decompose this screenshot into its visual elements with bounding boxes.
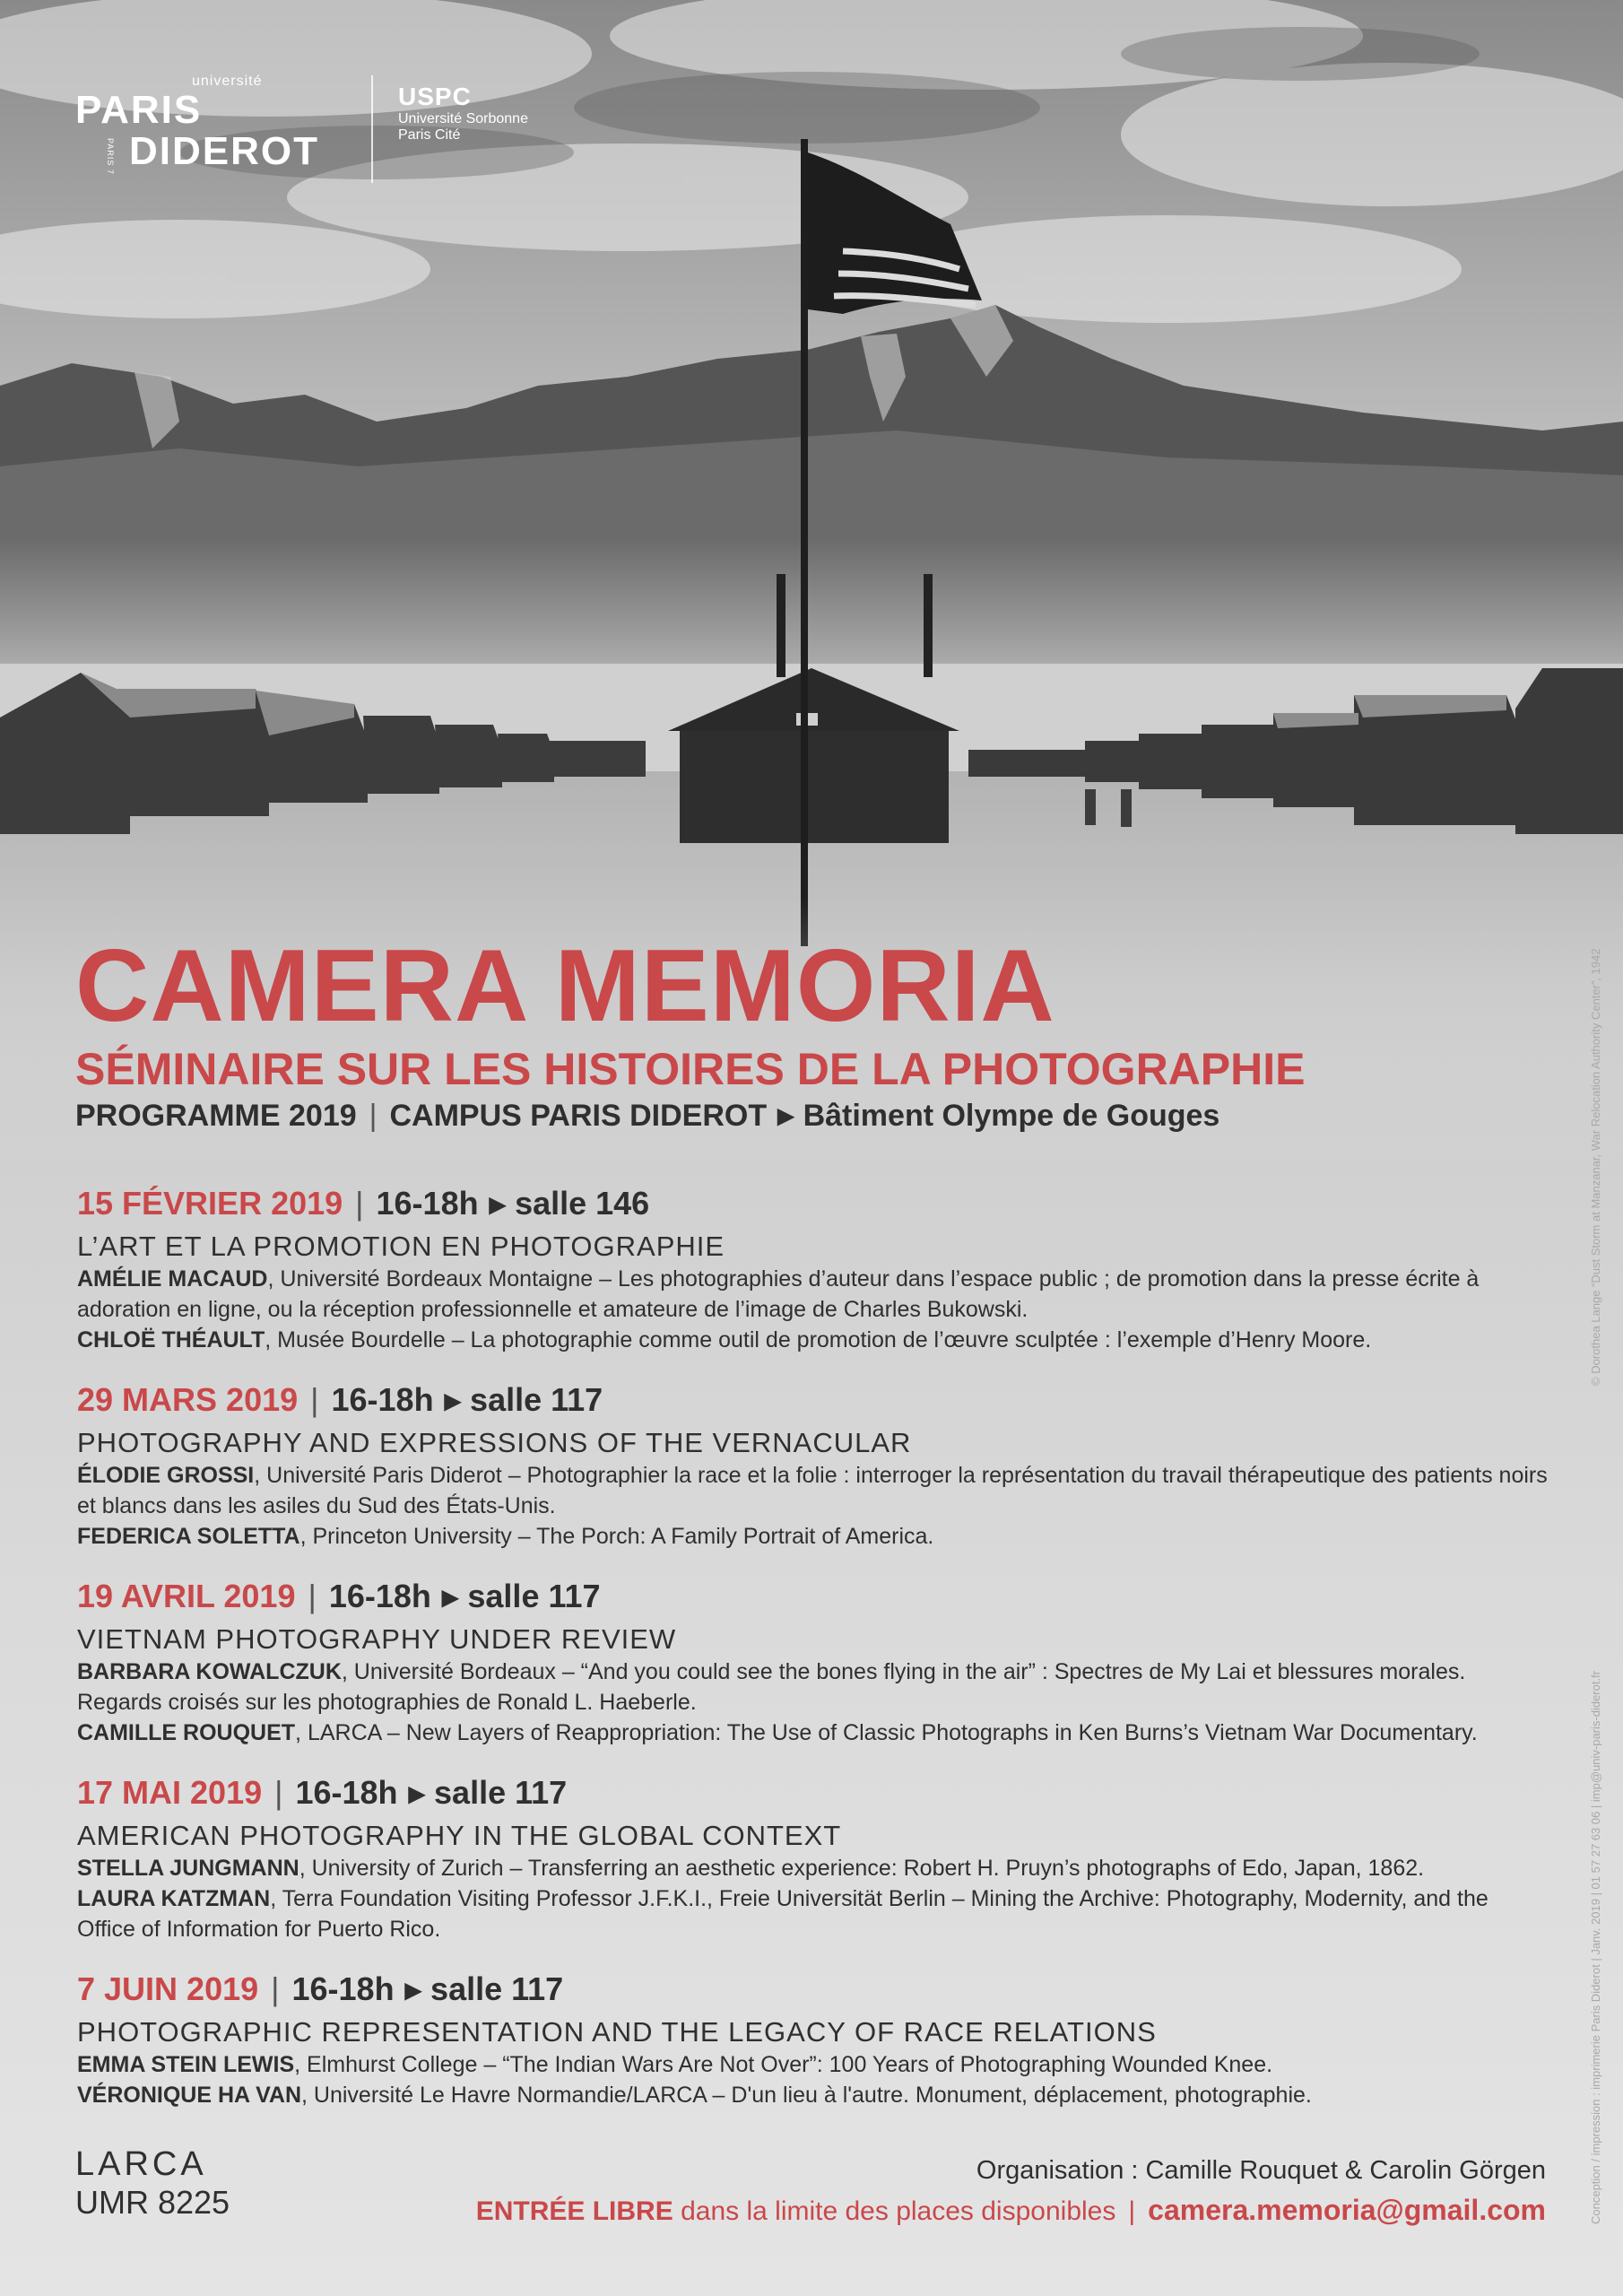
- session-header: [77, 1968, 1601, 2015]
- session: [77, 1378, 1601, 1552]
- speaker-name: FEDERICA SOLETTA: [77, 1524, 300, 1549]
- speaker-affiliation: , Université Le Havre Normandie/LARCA –: [301, 2083, 732, 2108]
- talk-title: New Layers of Reappropriation: The Use of Classic Photographs in Ken Burns’s Vietnam War Documentary.: [405, 1720, 1478, 1745]
- triangle-right-icon: ▶: [777, 1104, 794, 1128]
- session-date: 17 MAI 2019: [77, 1774, 263, 1811]
- campus: CAMPUS PARIS DIDEROT: [389, 1099, 768, 1133]
- talk: [77, 1521, 1548, 1552]
- poster-subtitle: SÉMINAIRE SUR LES HISTOIRES DE LA PHOTOGRAPHIE: [75, 1044, 1306, 1094]
- uspc-mark: USPC: [398, 83, 472, 110]
- session: [77, 1182, 1601, 1355]
- speaker-name: CHLOË THÉAULT: [77, 1327, 265, 1352]
- session-time: 16-18h: [291, 1970, 395, 2007]
- session: [77, 1968, 1601, 2110]
- speaker-affiliation: , Université Bordeaux Montaigne –: [267, 1266, 618, 1292]
- talk: [77, 1264, 1548, 1325]
- speaker-affiliation: , Terra Foundation Visiting Professor J.F.K.I., Freie Universität Berlin –: [270, 1886, 971, 1911]
- speaker-name: AMÉLIE MACAUD: [77, 1266, 268, 1292]
- uspc-line2: Paris Cité: [398, 127, 461, 143]
- talk-title: Les photographies d’auteur dans l’espace public ; de promotion dans la presse écrite à adoration en ligne, ou la réception professionnelle et amateure de l’image de Charles Bukowski.: [77, 1266, 1480, 1322]
- session-room: salle 117: [430, 1970, 564, 2007]
- session-room: salle 146: [515, 1185, 650, 1222]
- session-header: [77, 1771, 1601, 1819]
- paris-diderot-logo: [75, 74, 353, 181]
- talk-title: “And you could see the bones flying in the air” : Spectres de My Lai et blessures morales. Regards croisés sur les photographies de Ronald L. Haeberle.: [77, 1659, 1466, 1715]
- talk-title: “The Indian Wars Are Not Over”: 100 Years of Photographing Wounded Knee.: [502, 2052, 1273, 2077]
- sessions-list: [77, 1182, 1601, 2134]
- speaker-affiliation: , Musée Bourdelle –: [265, 1327, 471, 1352]
- logo-paris7: PARIS 7: [106, 138, 115, 175]
- speaker-affiliation: , University of Zurich –: [299, 1856, 528, 1881]
- speaker-name: STELLA JUNGMANN: [77, 1856, 299, 1881]
- session-date: 7 JUIN 2019: [77, 1970, 259, 2007]
- larca-logo: [75, 2145, 230, 2222]
- program-year: PROGRAMME 2019: [75, 1099, 357, 1133]
- speaker-name: EMMA STEIN LEWIS: [77, 2052, 295, 2077]
- pipe-separator: |: [369, 1099, 378, 1133]
- triangle-right-icon: ▶: [489, 1193, 507, 1217]
- session-time: 16-18h: [331, 1381, 434, 1418]
- larca-name: LARCA: [75, 2145, 207, 2183]
- speaker-name: LAURA KATZMAN: [77, 1886, 271, 1911]
- session-theme: PHOTOGRAPHIC REPRESENTATION AND THE LEGACY OF RACE RELATIONS: [77, 2016, 1157, 2048]
- session-time: 16-18h: [328, 1578, 431, 1614]
- session-theme: VIETNAM PHOTOGRAPHY UNDER REVIEW: [77, 1623, 677, 1655]
- session-room: salle 117: [467, 1578, 601, 1614]
- speaker-name: CAMILLE ROUQUET: [77, 1720, 296, 1745]
- speaker-name: BARBARA KOWALCZUK: [77, 1659, 342, 1684]
- session-theme: AMERICAN PHOTOGRAPHY IN THE GLOBAL CONTEXT: [77, 1820, 842, 1851]
- speaker-affiliation: , Université Paris Diderot –: [254, 1463, 527, 1488]
- talk: [77, 2080, 1548, 2110]
- talk-title: D'un lieu à l'autre. Monument, déplacement, photographie.: [731, 2083, 1312, 2108]
- session-date: 15 FÉVRIER 2019: [77, 1185, 343, 1222]
- logo-divider: [371, 75, 373, 183]
- talk: [77, 1883, 1548, 1944]
- entry-free: ENTRÉE LIBRE: [475, 2196, 673, 2226]
- talk: [77, 1325, 1548, 1355]
- larca-umr: UMR 8225: [75, 2184, 230, 2221]
- session: [77, 1575, 1601, 1748]
- logo-universite: université: [192, 74, 263, 89]
- speaker-affiliation: , LARCA –: [295, 1720, 406, 1745]
- logo-diderot: DIDEROT: [129, 129, 319, 173]
- speaker-name: ÉLODIE GROSSI: [77, 1463, 255, 1488]
- uspc-logo: [398, 83, 595, 144]
- session-date: 19 AVRIL 2019: [77, 1578, 296, 1614]
- pipe-separator: |: [1128, 2196, 1136, 2226]
- contact-email[interactable]: camera.memoria@gmail.com: [1148, 2194, 1546, 2226]
- building: Bâtiment Olympe de Gouges: [803, 1099, 1220, 1133]
- poster-title: CAMERA MEMORIA: [75, 929, 1055, 1043]
- session-date: 29 MARS 2019: [77, 1381, 299, 1418]
- session-header: [77, 1182, 1601, 1230]
- pipe-separator: |: [355, 1185, 364, 1222]
- session-theme: L’ART ET LA PROMOTION EN PHOTOGRAPHIE: [77, 1231, 725, 1262]
- speaker-affiliation: , Université Bordeaux –: [341, 1659, 581, 1684]
- entry-line: [476, 2194, 1546, 2227]
- speaker-affiliation: , Princeton University –: [299, 1524, 537, 1549]
- pipe-separator: |: [271, 1970, 280, 2007]
- uspc-line1: Université Sorbonne: [398, 111, 528, 126]
- session-header: [77, 1575, 1601, 1622]
- program-line: [75, 1096, 1219, 1139]
- pipe-separator: |: [274, 1774, 283, 1811]
- talk-title: La photographie comme outil de promotion de l’œuvre sculptée : l’exemple d’Henry Moore.: [470, 1327, 1372, 1352]
- talk: [77, 1853, 1548, 1883]
- talk-title: Transferring an aesthetic experience: Robert H. Pruyn’s photographs of Edo, Japan, 1862.: [527, 1856, 1425, 1881]
- talk-title: Mining the Archive: Photography, Modernity, and the Office of Information for Puerto Rico.: [77, 1886, 1488, 1942]
- entry-limit: dans la limite des places disponibles: [681, 2196, 1116, 2226]
- logo-paris: PARIS: [75, 88, 203, 132]
- session: [77, 1771, 1601, 1944]
- talk-title: The Porch: A Family Portrait of America.: [536, 1524, 934, 1549]
- print-credit: Conception / impression : imprimerie Paris Diderot | Janv. 2019 | 01 57 27 63 06 | imp@univ-paris-diderot.fr: [1589, 1670, 1602, 2224]
- session-time: 16-18h: [376, 1185, 479, 1222]
- talk: [77, 1460, 1548, 1521]
- organisation-line: Organisation : Camille Rouquet & Carolin Görgen: [976, 2156, 1546, 2185]
- session-room: salle 117: [470, 1381, 603, 1418]
- triangle-right-icon: ▶: [408, 1782, 426, 1806]
- session-room: salle 117: [434, 1774, 568, 1811]
- session-time: 16-18h: [295, 1774, 398, 1811]
- speaker-affiliation: , Elmhurst College –: [294, 2052, 503, 2077]
- triangle-right-icon: ▶: [444, 1389, 462, 1413]
- triangle-right-icon: ▶: [404, 1979, 422, 2003]
- triangle-right-icon: ▶: [441, 1586, 459, 1610]
- speaker-name: VÉRONIQUE HA VAN: [77, 2083, 302, 2108]
- talk: [77, 1657, 1548, 1718]
- pipe-separator: |: [308, 1578, 317, 1614]
- session-theme: PHOTOGRAPHY AND EXPRESSIONS OF THE VERNACULAR: [77, 1427, 912, 1458]
- session-header: [77, 1378, 1601, 1426]
- pipe-separator: |: [310, 1381, 319, 1418]
- talk-title: Photographier la race et la folie : interroger la représentation du travail thérapeutique des patients noirs et blancs dans les asiles du Sud des États-Unis.: [77, 1463, 1548, 1518]
- talk: [77, 1718, 1548, 1748]
- talk: [77, 2049, 1548, 2080]
- photo-credit: © Dorothea Lange “Dust Storm at Manzanar, War Relocation Authority Center”, 1942: [1589, 948, 1602, 1386]
